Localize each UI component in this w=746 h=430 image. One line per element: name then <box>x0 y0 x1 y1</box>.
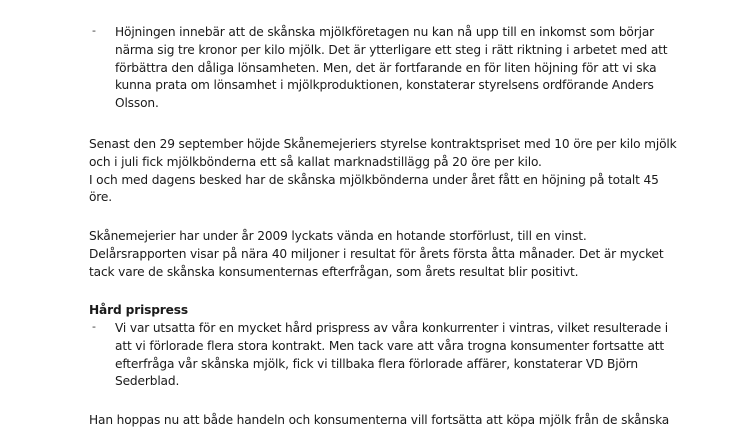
text-line: Delårsrapporten visar på nära 40 miljoner i resultat för årets första åtta månader. Det är mycket <box>89 246 664 261</box>
text-line: tack vare de skånska konsumenternas efterfrågan, som årets resultat blir positivt. <box>89 264 579 279</box>
bullet-dash: - <box>92 320 96 333</box>
bullet-text <box>115 320 685 391</box>
quote-bullet-chairman <box>93 24 693 113</box>
text-line: Han hoppas nu att både handeln och konsumenterna vill fortsätta att köpa mjölk från de skånska <box>89 413 670 427</box>
quote-bullet-ceo <box>93 320 693 391</box>
text-line: Senast den 29 september höjde Skånemejeriers styrelse kontraktspriset med 10 öre per kilo mjölk <box>89 137 677 151</box>
section-heading: Hård prispress <box>89 303 188 317</box>
text-line: Olsson. <box>115 96 159 111</box>
text-line: Skånemejerier har under år 2009 lyckats vända en hotande storförlust, till en vinst. <box>89 229 587 243</box>
text-line: I och med dagens besked har de skånska mjölkbönderna under året fått en höjning på totalt 45 <box>89 172 659 187</box>
paragraph-financial-result <box>89 228 689 281</box>
text-line: och i juli fick mjölkbönderna ett så kallat marknadstillägg på 20 öre per kilo. <box>89 154 542 169</box>
text-line: förbättra den dåliga lönsamheten. Men, det är fortfarande en för liten höjning för att vi ska <box>115 60 657 75</box>
text-line: kunna prata om lönsamhet i mjölkproduktionen, konstaterar styrelsens ordförande Anders <box>115 78 654 93</box>
text-line: öre. <box>89 190 112 205</box>
bullet-dash: - <box>92 24 96 37</box>
text-line: närma sig tre kronor per kilo mjölk. Det är ytterligare ett steg i rätt riktning i arbetet med att <box>115 42 668 57</box>
text-line: Vi var utsatta för en mycket hård prispress av våra konkurrenter i vintras, vilket resulterade i <box>115 321 669 335</box>
text-line: Sederblad. <box>115 374 180 389</box>
bullet-text <box>115 24 685 113</box>
text-line: att vi förlorade flera stora kontrakt. Men tack vare att våra trogna konsumenter fortsatte att <box>115 338 665 353</box>
paragraph-price-history <box>89 136 689 207</box>
text-line: Höjningen innebär att de skånska mjölkföretagen nu kan nå upp till en inkomst som börjar <box>115 25 655 39</box>
text-line: efterfråga vår skånska mjölk, fick vi tillbaka flera förlorade affärer, konstaterar VD Björn <box>115 356 639 371</box>
paragraph-outlook <box>89 412 689 430</box>
